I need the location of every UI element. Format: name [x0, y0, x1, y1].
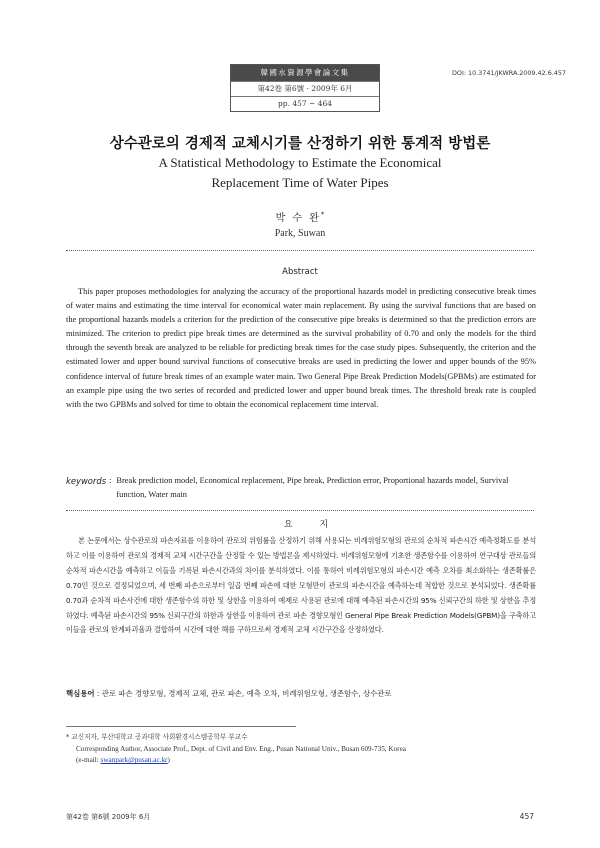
korean-keywords-label: 핵심용어 [66, 689, 95, 698]
korean-abstract-heading: 요 지 [283, 520, 341, 530]
keywords-separator: : [109, 476, 112, 485]
korean-keywords [66, 688, 536, 699]
korean-keywords-text: : 관로 파손 경향모형, 경제적 교체, 관로 파손, 예측 오차, 비례위험모형, 생존함수, 상수관로 [96, 689, 392, 698]
korean-abstract-text: 본 논문에서는 상수관로의 파손자료를 이용하여 관로의 위험률을 산정하기 위해 사용되는 비례위험모형의 관로의 순차적 파손시간 예측정확도를 분석하고 이를 이용하여 관로의 경제적 교체 시간구간을 산정할 수 있는 방법론을 제시하였다. 비례위험모형에 기초한 생존함수를 이용하여 연구대상 관로들의 순차적 파손시간을 예측하고 이들을 기록된 파손시간과의 차이를 분석하였다. 이를 통하여 비례위험모형의 파손시간 예측 오차를 최소화하는 생존확률은 0.70인 것으로 결정되었으며, 세 번째 파손으로부터 일곱 번째 파손에 대한 모형만이 관로의 파손시간을 예측하는데 적합한 것으로 분석되었다. 생존확률 0.70과 순차적 파손사건에 대한 생존함수의 하한 및 상한을 이용하여 예제로 사용된 관로에 대해 예측된 파손시간의 95% 신뢰구간의 하한 및 상한을 추정하였다. 예측된 파손시간의 95% 신뢰구간의 하한과 상한을 이용하여 관로 파손 경향모형인 General Pipe Break Prediction Models(GPBM)을 구축하고 이들을 관로의 한계파괴율과 결합하여 시간에 대한 해를 구하므로써 경제적 교체 시간구간을 산정하였다. [66, 536, 536, 635]
footnote [66, 732, 536, 767]
divider-middle [66, 510, 534, 511]
author-korean [0, 209, 600, 224]
journal-volume-issue: 第42卷 第6號 · 2009年 6月 [231, 81, 379, 96]
divider-top [66, 250, 534, 251]
footnote-email-close: ) [167, 756, 170, 765]
title-english-line-1: A Statistical Methodology to Estimate the Economical [158, 155, 442, 170]
email-link[interactable]: swanpark@pusan.ac.kr [100, 756, 168, 765]
keywords-text: Break prediction model, Economical replacement, Pipe break, Prediction error, Proportional hazards model, Survival function, Water main [116, 476, 509, 499]
journal-name: 韓國水資源學會論文集 [231, 65, 379, 81]
footnote-english: Corresponding Author, Associate Prof., Dept. of Civil and Env. Eng., Pusan National Univ., Busan 609-735, Korea [76, 744, 406, 753]
title-korean: 상수관로의 경제적 교체시기를 산정하기 위한 통계적 방법론 [109, 136, 491, 152]
journal-info-box [230, 64, 380, 112]
footnote-korean: * 교신저자, 부산대학교 공과대학 사회환경시스템공학부 부교수 [66, 733, 248, 741]
author-korean-name: 박 수 완 [275, 213, 321, 224]
footnote-rule [66, 726, 296, 727]
abstract-text: This paper proposes methodologies for analyzing the accuracy of the proportional hazards model in predicting consecutive break times of water mains and estimating the time interval for economical water main replacement. By using the survival functions that are based on the proportional hazards models a criterion for the prediction of the consecutive pipe breaks is determined so that the prediction errors are minimized. The criterion to predict pipe break times are determined as the survival probability of 0.70 and only the models for the third through the seventh break are analyzed to be reliable for predicting break times for the case study pipes. Subsequently, the criterion and the estimated lower and upper bound survival functions of consecutive breaks are used in predicting the lower and upper bounds of the 95% confidence interval of future break times of an example water main. Two General Pipe Break Prediction Models(GPBMs) are estimated for an example pipe using the two series of recorded and predicted lower and upper bound break times. The threshold break rate is coupled with the two GPBMs and solved for time to obtain the economical replacement time interval. [66, 287, 536, 409]
title-english [0, 153, 600, 193]
journal-pages: pp. 457 ~ 464 [231, 96, 379, 111]
keywords [66, 474, 536, 502]
footnote-email-line [66, 755, 536, 767]
abstract-heading: Abstract [282, 267, 318, 277]
author-english: Park, Suwan [274, 228, 326, 239]
keywords-label: keywords [66, 476, 107, 486]
page-number: 457 [519, 812, 534, 821]
footer-journal-issue: 第42卷 第6號 2009年 6月 [66, 813, 151, 821]
footnote-email-label: (e-mail: [76, 756, 101, 765]
corresponding-author-mark: * [320, 210, 325, 219]
doi: DOI: 10.3741/JKWRA.2009.42.6.457 [452, 69, 566, 77]
title-english-line-2: Replacement Time of Water Pipes [211, 175, 389, 190]
